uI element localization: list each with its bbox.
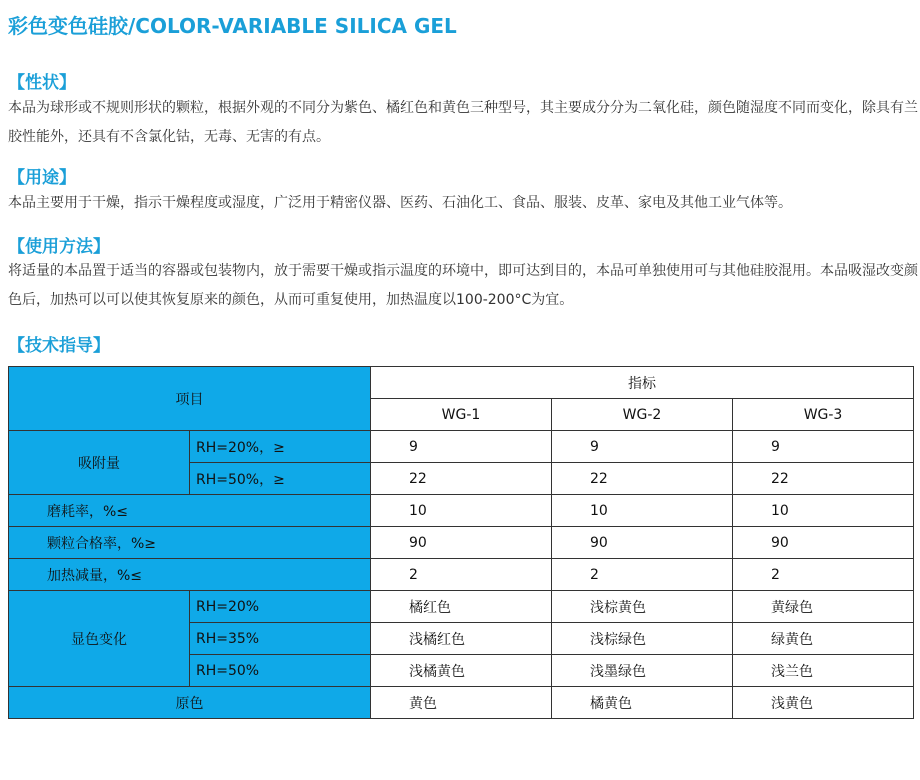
value-cell: 9 — [552, 431, 733, 463]
value-cell: 浅橘红色 — [371, 623, 552, 655]
value-cell: 橘红色 — [371, 591, 552, 623]
usage-heading: 【使用方法】 — [8, 237, 110, 257]
model-header: WG-3 — [733, 399, 914, 431]
table-row — [9, 495, 914, 527]
index-header: 指标 — [371, 367, 914, 399]
table-row — [9, 431, 914, 463]
value-cell: 90 — [733, 527, 914, 559]
value-cell: 浅黄色 — [733, 687, 914, 719]
table-row — [9, 591, 914, 623]
value-cell: 22 — [733, 463, 914, 495]
value-cell: 浅橘黄色 — [371, 655, 552, 687]
value-cell: 浅墨绿色 — [552, 655, 733, 687]
uses-heading: 【用途】 — [8, 168, 76, 188]
value-cell: 10 — [733, 495, 914, 527]
table-row — [9, 367, 914, 399]
spec-table — [8, 366, 914, 719]
condition-cell: RH=50%，≥ — [190, 463, 371, 495]
original-color-label: 原色 — [9, 687, 371, 719]
value-cell: 浅棕黄色 — [552, 591, 733, 623]
value-cell: 黄色 — [371, 687, 552, 719]
model-header: WG-2 — [552, 399, 733, 431]
value-cell: 浅棕绿色 — [552, 623, 733, 655]
wear-label: 磨耗率，%≤ — [9, 495, 371, 527]
condition-cell: RH=20% — [190, 591, 371, 623]
value-cell: 浅兰色 — [733, 655, 914, 687]
usage-text: 将适量的本品置于适当的容器或包装物内，放于需要干燥或指示温度的环境中，即可达到目的，本品可单独使用可与其他硅胶混用。本品吸湿改变颜色后，加热可以可以使其恢复原来的颜色，从而可重复使用，加热温度以100-200°C为宜。 — [8, 263, 918, 308]
properties-text: 本品为球形或不规则形状的颗粒，根据外观的不同分为紫色、橘红色和黄色三种型号，其主要成分分为二氧化硅，颜色随湿度不同而变化，除具有兰胶性能外，还具有不含氯化钴，无毒、无害的有点。 — [8, 100, 918, 145]
item-header: 项目 — [9, 367, 371, 431]
adsorption-label: 吸附量 — [9, 431, 190, 495]
condition-cell: RH=20%，≥ — [190, 431, 371, 463]
value-cell: 2 — [733, 559, 914, 591]
value-cell: 22 — [552, 463, 733, 495]
value-cell: 22 — [371, 463, 552, 495]
value-cell: 橘黄色 — [552, 687, 733, 719]
value-cell: 黄绿色 — [733, 591, 914, 623]
value-cell: 2 — [552, 559, 733, 591]
table-row — [9, 527, 914, 559]
table-row — [9, 687, 914, 719]
heat-loss-label: 加热减量，%≤ — [9, 559, 371, 591]
properties-heading: 【性状】 — [8, 73, 76, 93]
color-change-label: 显色变化 — [9, 591, 190, 687]
condition-cell: RH=50% — [190, 655, 371, 687]
uses-text: 本品主要用于干燥，指示干燥程度或湿度，广泛用于精密仪器、医药、石油化工、食品、服装、皮革、家电及其他工业气体等。 — [8, 195, 792, 211]
value-cell: 10 — [371, 495, 552, 527]
value-cell: 2 — [371, 559, 552, 591]
value-cell: 9 — [371, 431, 552, 463]
granule-label: 颗粒合格率，%≥ — [9, 527, 371, 559]
value-cell: 绿黄色 — [733, 623, 914, 655]
value-cell: 10 — [552, 495, 733, 527]
value-cell: 90 — [371, 527, 552, 559]
table-row — [9, 559, 914, 591]
condition-cell: RH=35% — [190, 623, 371, 655]
value-cell: 90 — [552, 527, 733, 559]
page-title: 彩色变色硅胶/COLOR-VARIABLE SILICA GEL — [8, 14, 457, 38]
tech-heading: 【技术指导】 — [8, 336, 110, 356]
model-header: WG-1 — [371, 399, 552, 431]
value-cell: 9 — [733, 431, 914, 463]
